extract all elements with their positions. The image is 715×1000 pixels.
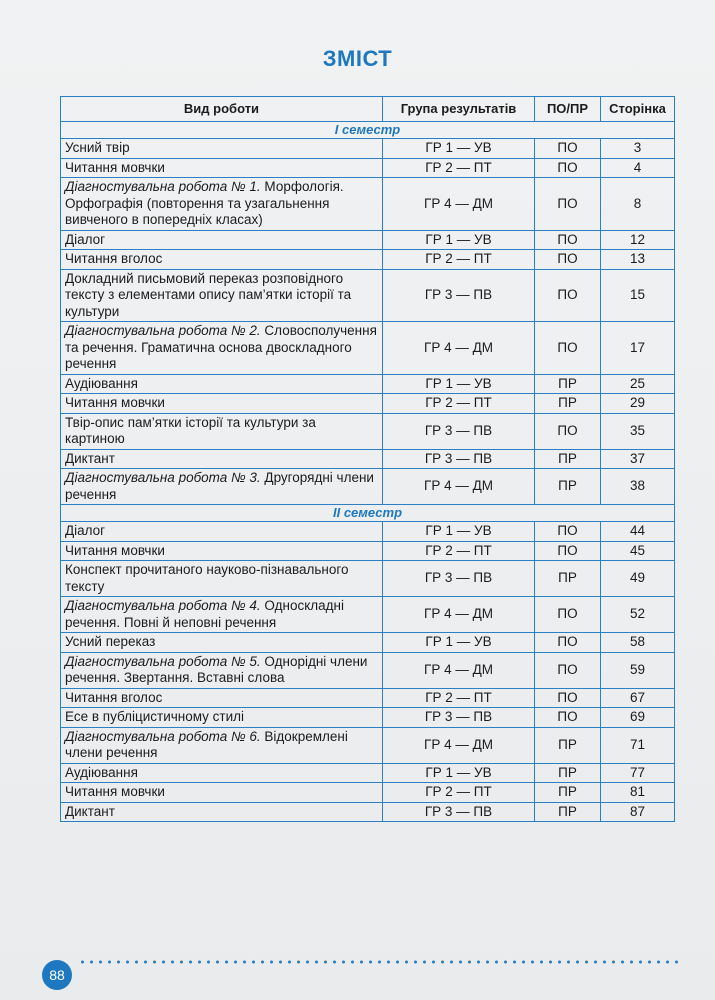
table-row [61,139,675,159]
group-cell: ГР 4 — ДМ [383,727,535,763]
group-cell: ГР 1 — УВ [383,374,535,394]
work-title-italic: Діагностувальна робота № 4. [65,598,261,613]
type-cell: ПР [535,469,601,505]
page-cell: 87 [601,802,675,822]
header-group: Група результатів [383,97,535,122]
work-cell [61,322,383,375]
work-title-italic: Діагностувальна робота № 1. [65,179,261,194]
page-title: ЗМІСТ [322,46,393,71]
work-title: Аудіювання [65,764,138,780]
work-title-italic: Діагностувальна робота № 3. [65,470,261,485]
type-cell: ПО [535,652,601,688]
work-cell [61,633,383,653]
footer-dotted-line [78,960,678,964]
table-row [61,469,675,505]
type-cell: ПО [535,413,601,449]
table-row [61,763,675,783]
page-cell: 25 [601,374,675,394]
type-cell: ПО [535,708,601,728]
work-title: Читання мовчки [65,159,165,175]
type-cell: ПР [535,783,601,803]
page-cell: 81 [601,783,675,803]
work-cell [61,413,383,449]
work-title-italic: Діагностувальна робота № 6. [65,728,261,744]
table-row [61,322,675,375]
type-cell: ПО [535,139,601,159]
page-number: 88 [42,960,72,990]
work-cell [61,597,383,633]
table-row [61,250,675,270]
table-row [61,413,675,449]
work-title: Есе в публіцистичному стилі [65,709,245,724]
work-title: Другорядні члени речення [65,470,374,502]
group-cell: ГР 1 — УВ [383,763,535,783]
group-cell: ГР 3 — ПВ [383,708,535,728]
page-cell: 4 [601,158,675,178]
type-cell: ПО [535,230,601,250]
table-row [61,522,675,542]
group-cell: ГР 4 — ДМ [383,597,535,633]
work-title: Усний переказ [65,634,156,649]
type-cell: ПР [535,727,601,763]
page-cell: 17 [601,322,675,375]
page-cell: 44 [601,522,675,542]
work-cell [61,449,383,469]
work-title: Докладний письмовий переказ розповідного тексту з елементами опису пам’ятки історії та культури [65,270,352,319]
page-cell: 58 [601,633,675,653]
page-cell: 37 [601,449,675,469]
table-row [61,374,675,394]
type-cell: ПО [535,541,601,561]
type-cell: ПО [535,597,601,633]
table-row [61,230,675,250]
header-work: Вид роботи [61,97,383,122]
type-cell: ПО [535,522,601,542]
group-cell: ГР 3 — ПВ [383,269,535,322]
work-title: Діалог [65,231,106,247]
work-title: Диктант [65,803,115,819]
work-cell [61,178,383,231]
group-cell: ГР 4 — ДМ [383,469,535,505]
work-cell [61,561,383,597]
work-title: Односкладні речення. Повні й неповні речення [65,598,344,630]
header-page: Сторінка [601,97,675,122]
group-cell: ГР 3 — ПВ [383,561,535,597]
group-cell: ГР 1 — УВ [383,522,535,542]
work-title: Читання мовчки [65,395,165,410]
type-cell: ПР [535,374,601,394]
page-cell: 52 [601,597,675,633]
page-cell: 71 [601,727,675,763]
work-title: Аудіювання [65,375,138,391]
work-title-italic: Діагностувальна робота № 2. [65,323,261,338]
work-cell [61,727,383,763]
table-row [61,802,675,822]
table-body [61,122,675,822]
work-cell [61,158,383,178]
work-title: Усний твір [65,140,130,155]
work-title: Читання вголос [65,689,163,705]
page-cell: 49 [601,561,675,597]
work-title-italic: Діагностувальна робота № 5. [65,653,261,669]
header-row [61,97,675,122]
page-cell: 3 [601,139,675,159]
header-type: ПО/ПР [535,97,601,122]
type-cell: ПО [535,633,601,653]
semester-label: ІІ семестр [61,505,675,522]
table-row [61,708,675,728]
page-cell: 45 [601,541,675,561]
work-cell [61,522,383,542]
table-row [61,688,675,708]
work-cell [61,802,383,822]
table-row [61,561,675,597]
work-title: Морфологія. Орфографія (повторення та узагальнення вивченого в попередніх класах) [65,179,344,227]
type-cell: ПР [535,394,601,414]
semester-row [61,122,675,139]
work-cell [61,652,383,688]
work-cell [61,250,383,270]
type-cell: ПР [535,561,601,597]
work-cell [61,374,383,394]
work-cell [61,763,383,783]
group-cell: ГР 2 — ПТ [383,394,535,414]
type-cell: ПР [535,449,601,469]
page-cell: 8 [601,178,675,231]
group-cell: ГР 3 — ПВ [383,802,535,822]
work-cell [61,269,383,322]
semester-label: І семестр [61,122,675,139]
group-cell: ГР 2 — ПТ [383,158,535,178]
group-cell: ГР 2 — ПТ [383,783,535,803]
group-cell: ГР 1 — УВ [383,633,535,653]
group-cell: ГР 3 — ПВ [383,449,535,469]
work-cell [61,469,383,505]
table-row [61,178,675,231]
page-cell: 15 [601,269,675,322]
work-title: Читання вголос [65,251,163,266]
table-row [61,394,675,414]
table-row [61,269,675,322]
work-cell [61,394,383,414]
type-cell: ПО [535,688,601,708]
page-cell: 12 [601,230,675,250]
work-cell [61,139,383,159]
table-row [61,541,675,561]
table-row [61,449,675,469]
table-row [61,783,675,803]
type-cell: ПО [535,250,601,270]
page-cell: 77 [601,763,675,783]
work-cell [61,688,383,708]
group-cell: ГР 4 — ДМ [383,178,535,231]
group-cell: ГР 1 — УВ [383,139,535,159]
work-title: Конспект прочитаного науково-пізнавального тексту [65,562,349,594]
work-title: Відокремлені члени речення [65,728,348,760]
page-cell: 59 [601,652,675,688]
page-cell: 67 [601,688,675,708]
group-cell: ГР 2 — ПТ [383,250,535,270]
page-cell: 69 [601,708,675,728]
work-cell [61,541,383,561]
table-row [61,633,675,653]
work-title: Диктант [65,450,115,466]
work-cell [61,708,383,728]
work-title: Читання мовчки [65,784,165,799]
work-cell [61,783,383,803]
table-row [61,597,675,633]
group-cell: ГР 2 — ПТ [383,541,535,561]
work-title: Словосполучення та речення. Граматична основа двоскладного речення [65,323,377,371]
page-cell: 29 [601,394,675,414]
work-title: Однорідні члени речення. Звертання. Вставні слова [65,653,368,685]
group-cell: ГР 3 — ПВ [383,413,535,449]
work-title: Читання мовчки [65,542,165,558]
type-cell: ПР [535,802,601,822]
table-row [61,158,675,178]
type-cell: ПО [535,158,601,178]
group-cell: ГР 2 — ПТ [383,688,535,708]
group-cell: ГР 1 — УВ [383,230,535,250]
group-cell: ГР 4 — ДМ [383,322,535,375]
page-cell: 38 [601,469,675,505]
work-cell [61,230,383,250]
table-row [61,652,675,688]
semester-row [61,505,675,522]
work-title: Діалог [65,523,106,538]
table-row [61,727,675,763]
type-cell: ПР [535,763,601,783]
type-cell: ПО [535,178,601,231]
type-cell: ПО [535,269,601,322]
work-title: Твір-опис пам’ятки історії та культури за картиною [65,414,316,446]
contents-table [60,96,675,822]
page-cell: 13 [601,250,675,270]
type-cell: ПО [535,322,601,375]
page-cell: 35 [601,413,675,449]
group-cell: ГР 4 — ДМ [383,652,535,688]
